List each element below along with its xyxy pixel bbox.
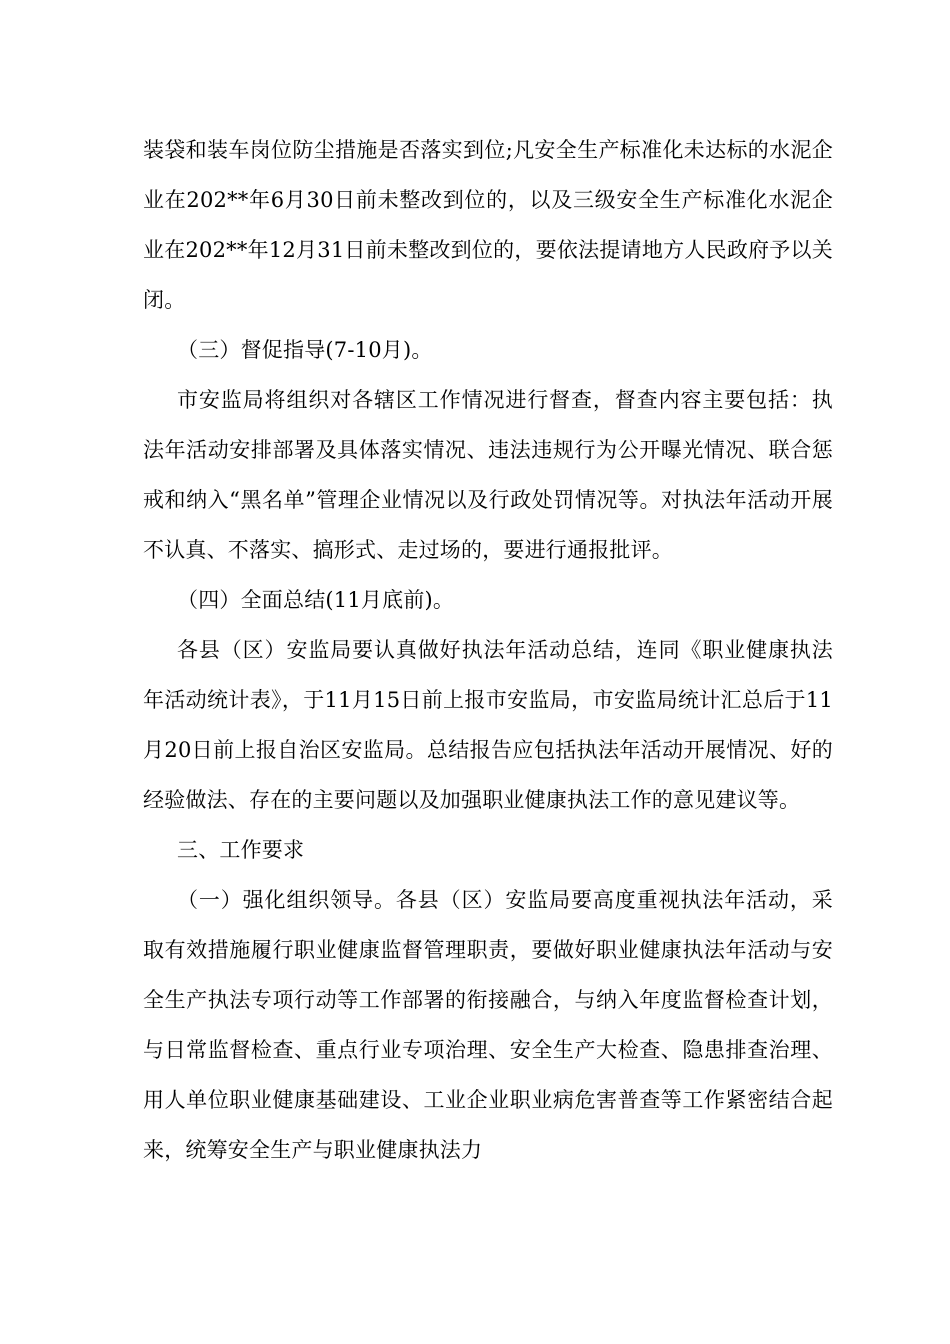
document-body [143,125,833,1175]
paragraph-summary: 各县（区）安监局要认真做好执法年活动总结，连同《职业健康执法年活动统计表》，于11月15日前上报市安监局，市安监局统计汇总后于11月20日前上报自治区安监局。总结报告应包括执法年活动开展情况、好的经验做法、存在的主要问题以及加强职业健康执法工作的意见建议等。 [143,638,833,812]
paragraph-continuation: 装袋和装车岗位防尘措施是否落实到位;凡安全生产标准化未达标的水泥企业在202**年6月30日前未整改到位的，以及三级安全生产标准化水泥企业在202**年12月31日前未整改到位的，要依法提请地方人民政府予以关闭。 [143,138,833,312]
section-heading-summary: （四）全面总结(11月底前)。 [177,588,455,612]
section-heading-requirements: 三、工作要求 [177,838,305,862]
paragraph-supervision: 市安监局将组织对各辖区工作情况进行督查，督查内容主要包括：执法年活动安排部署及具体落实情况、违法违规行为公开曝光情况、联合惩戒和纳入“黑名单”管理企业情况以及行政处罚情况等。对执法年活动开展不认真、不落实、搞形式、走过场的，要进行通报批评。 [143,388,833,562]
paragraph-organization: （一）强化组织领导。各县（区）安监局要高度重视执法年活动，采取有效措施履行职业健康监督管理职责，要做好职业健康执法年活动与安全生产执法专项行动等工作部署的衔接融合，与纳入年度监督检查计划，与日常监督检查、重点行业专项治理、安全生产大检查、隐患排查治理、用人单位职业健康基础建设、工业企业职业病危害普查等工作紧密结合起来，统筹安全生产与职业健康执法力 [143,888,833,1162]
section-heading-supervision: （三）督促指导(7-10月)。 [177,338,433,362]
